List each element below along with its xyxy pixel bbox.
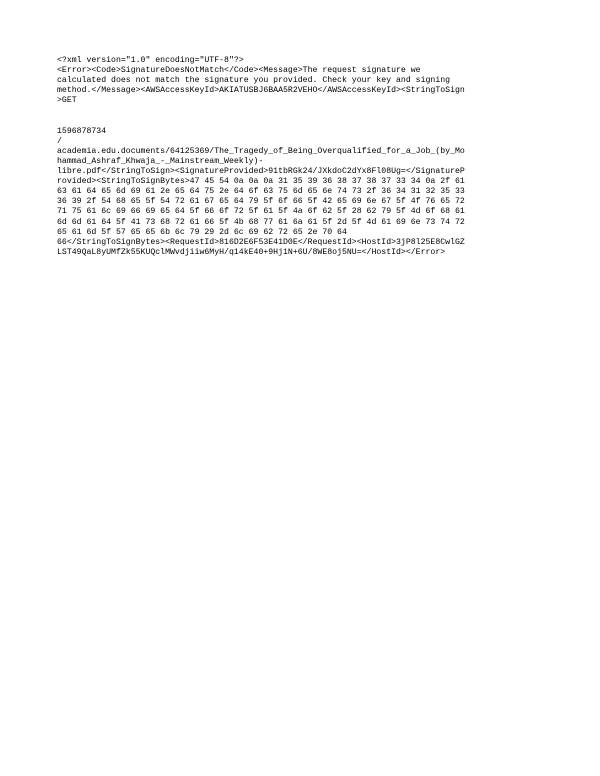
text-line: academia.edu.documents/64125369/The_Tragedy_of_Being_Overqualified_for_a_Job_(by_Mo: [57, 146, 465, 156]
text-line: hammad_Ashraf_Khwaja_-_Mainstream_Weekly)-: [57, 156, 264, 166]
text-line: method.</Message><AWSAccessKeyId>AKIATUSBJ6BAA5R2VEHO</AWSAccessKeyId><StringToSign: [57, 86, 465, 96]
text-line: 36 39 2f 54 68 65 5f 54 72 61 67 65 64 79 5f 6f 66 5f 42 65 69 6e 67 5f 4f 76 65 72: [57, 197, 465, 207]
text-line: /: [57, 136, 62, 146]
text-line: 66</StringToSignBytes><RequestId>816D2E6F53E41D0E</RequestId><HostId>3jP8l25E8CwlGZ: [57, 237, 465, 247]
text-line: 71 75 61 6c 69 66 69 65 64 5f 66 6f 72 5f 61 5f 4a 6f 62 5f 28 62 79 5f 4d 6f 68 61: [57, 207, 465, 217]
text-line: 65 61 6d 5f 57 65 65 6b 6c 79 29 2d 6c 69 62 72 65 2e 70 64: [57, 227, 347, 237]
text-line: <Error><Code>SignatureDoesNotMatch</Code><Message>The request signature we: [57, 66, 421, 76]
text-line: 63 61 64 65 6d 69 61 2e 65 64 75 2e 64 6f 63 75 6d 65 6e 74 73 2f 36 34 31 32 35 33: [57, 187, 465, 197]
xml-error-text: [57, 56, 549, 258]
text-line: rovided><StringToSignBytes>47 45 54 0a 0a 0a 31 35 39 36 38 37 38 37 33 34 0a 2f 61: [57, 177, 465, 187]
text-line: <?xml version="1.0" encoding="UTF-8"?>: [57, 56, 244, 65]
text-line: libre.pdf</StringToSign><SignatureProvided>91tbRGk24/JXkdoC2dYx8Fl08Ug=</SignatureP: [57, 167, 465, 177]
text-line: 1596878734: [57, 126, 107, 136]
text-line: >GET: [57, 96, 77, 106]
text-line: LST49QaL8yUMfZk55KUQclMWvdjiiw6MyH/q14kE40+9Hj1N+6U/8WE8oj5NU=</HostId></Error>: [57, 247, 446, 257]
text-line: calculated does not match the signature you provided. Check your key and signing: [57, 76, 451, 86]
text-line: 6d 6d 61 64 5f 41 73 68 72 61 66 5f 4b 68 77 61 6a 61 5f 2d 5f 4d 61 69 6e 73 74 72: [57, 217, 465, 227]
